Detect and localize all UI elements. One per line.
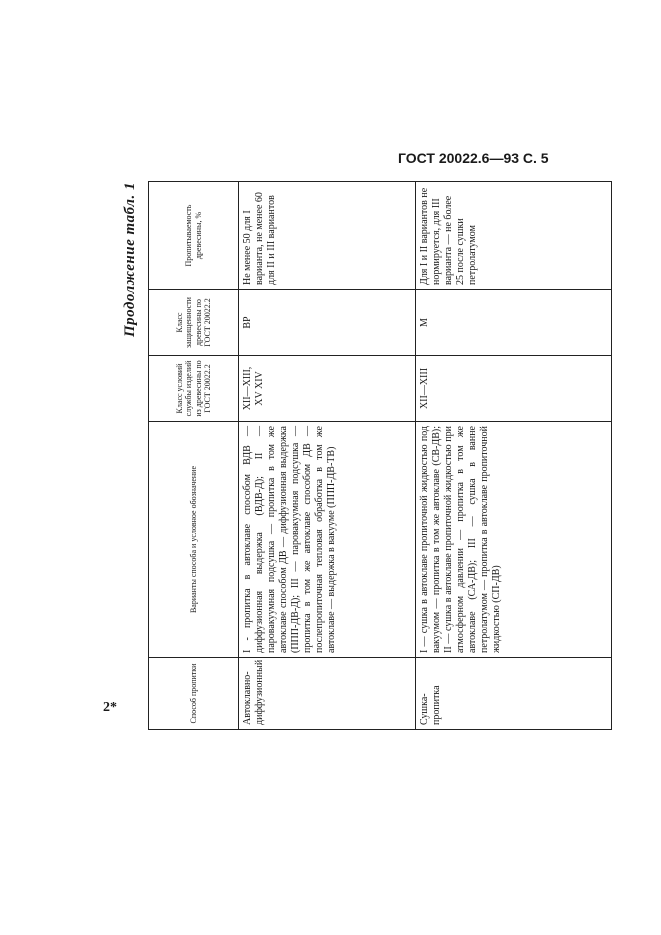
variants-cell: I - пропитка в автоклаве способом ВДВ — диффузионная выдержка (ВДВ-Д); II — паровакуумная подсушка — пропитка в том же автоклаве способом ДВ — диффузионная выдержка (ППП-ДВ-Д); III — паровакуумная подсушка — пропитка в том же автоклаве способом ДВ — послепропиточная тепловая обработка в том же автоклаве — выдержка в вакууме (ППП-ДВ-ТВ) xyxy=(239,422,416,658)
table-row xyxy=(239,182,416,730)
table-header-row xyxy=(149,182,239,730)
column-header: Класс защищенности древесины по ГОСТ 20022.2 xyxy=(149,290,239,356)
impregnability-cell: Для I и II вариантов не нормируется, для III варианта — не более 25 после сушки петролатумом xyxy=(416,182,612,290)
column-header: Пропитываемость древесины, % xyxy=(149,182,239,290)
data-table xyxy=(148,181,612,730)
table-row xyxy=(416,182,612,730)
rotated-table-region xyxy=(122,182,612,730)
page-marker: 2* xyxy=(103,700,117,715)
protection-class-cell: М xyxy=(416,290,612,356)
table-caption: Продолжение табл. 1 xyxy=(122,182,138,338)
method-cell: Сушка-пропитка xyxy=(416,658,612,730)
column-header: Варианты способа и условное обозначение xyxy=(149,422,239,658)
service-class-cell: XII—XIII xyxy=(416,356,612,422)
service-class-cell: XII—XIII, XV XIV xyxy=(239,356,416,422)
impregnability-cell: Не менее 50 для I варианта, не менее 60 для II и III вариантов xyxy=(239,182,416,290)
protection-class-cell: ВР xyxy=(239,290,416,356)
method-cell: Автоклавно-диффузионный xyxy=(239,658,416,730)
page-header: ГОСТ 20022.6—93 С. 5 xyxy=(398,150,549,166)
column-header: Способ пропитки xyxy=(149,658,239,730)
variants-cell: I — сушка в автоклаве пропиточной жидкостью под вакуумом — пропитка в том же автоклаве (СВ-ДВ); II — сушка в автоклаве пропиточной жидкостью при атмосферном давлении — пропитка в том же автоклаве (СА-ДВ); III — сушка в ванне петролатумом — пропитка в автоклаве пропиточной жидкостью (СП-ДВ) xyxy=(416,422,612,658)
column-header: Класс условий службы изделий из древесины по ГОСТ 20022.2 xyxy=(149,356,239,422)
